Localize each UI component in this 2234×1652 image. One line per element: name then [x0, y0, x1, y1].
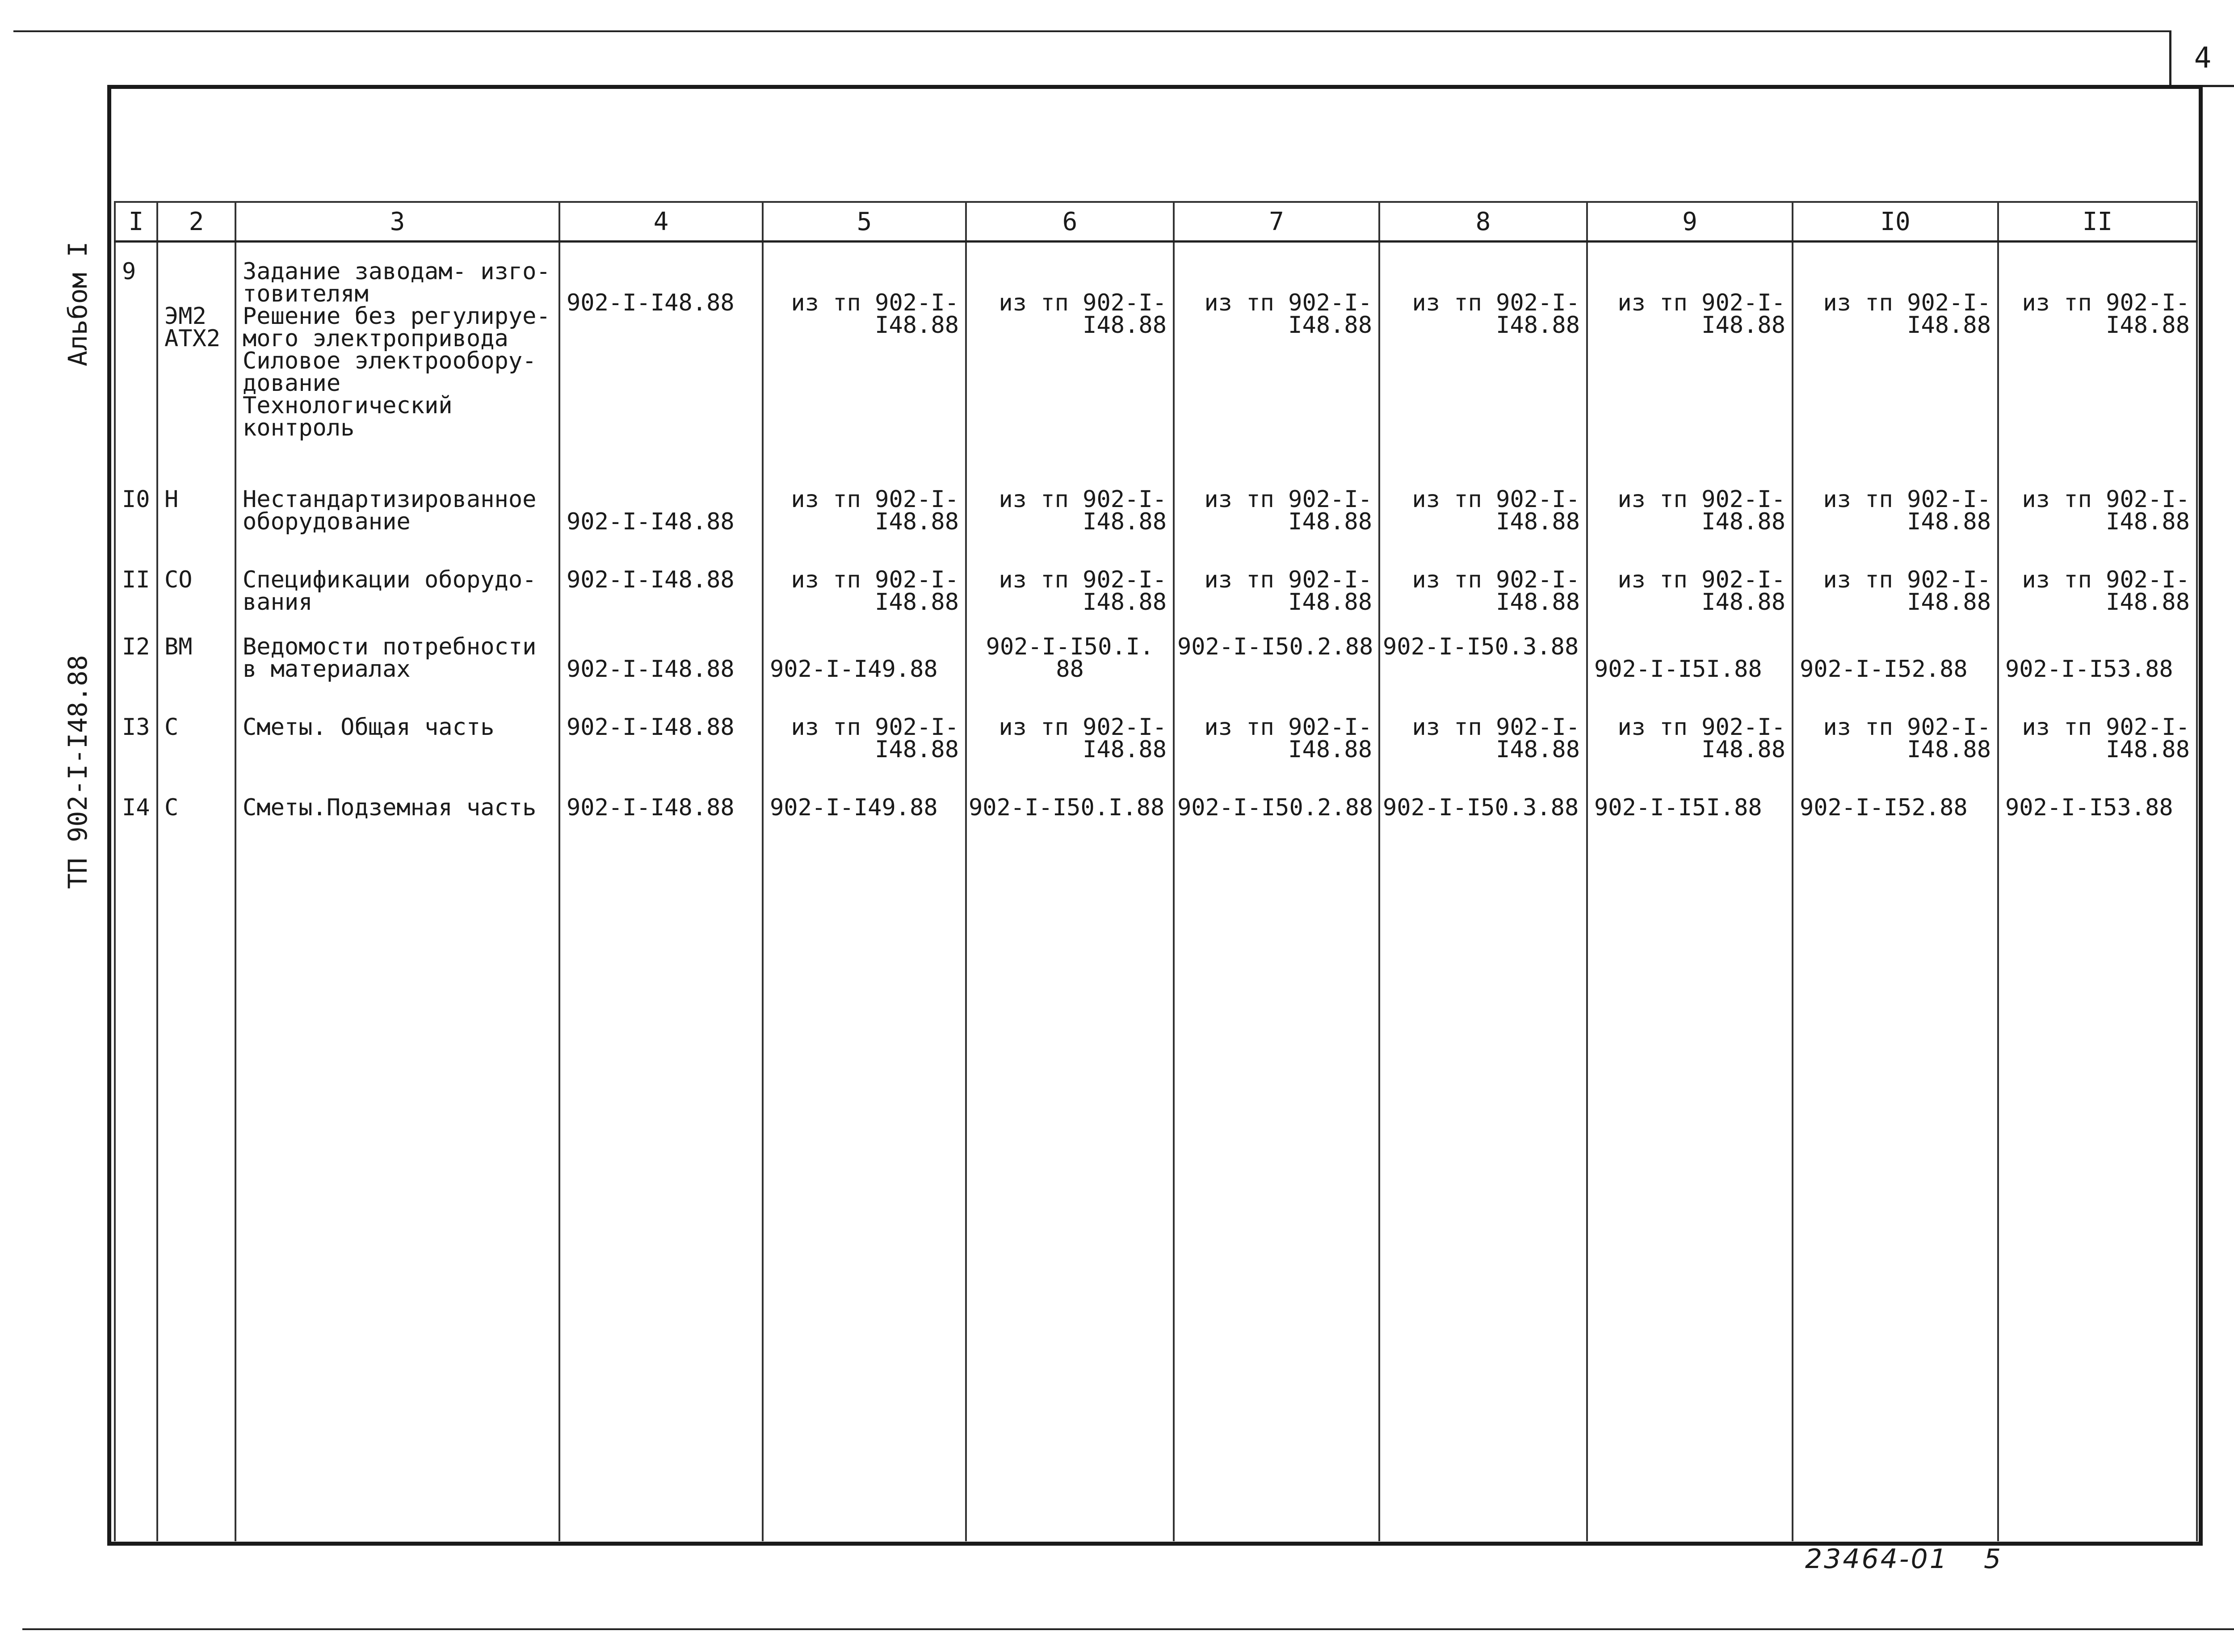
cell-col5: из тп 902-I- I48.88	[763, 242, 966, 489]
col-header-2: 2	[157, 202, 235, 242]
cell-col11: 902-I-I53.88	[1998, 636, 2197, 716]
col-header-9: 9	[1587, 202, 1793, 242]
cell-col10: из тп 902-I- I48.88	[1793, 242, 1998, 489]
cell-col11: из тп 902-I- I48.88	[1998, 242, 2197, 489]
cell-col7: из тп 902-I- I48.88	[1174, 569, 1379, 636]
empty-cell	[1587, 850, 1793, 1541]
cell-col11: из тп 902-I- I48.88	[1998, 569, 2197, 636]
cell-col4: 902-I-I48.88	[559, 569, 763, 636]
cell-col4: 902-I-I48.88	[559, 716, 763, 797]
cell-col8: из тп 902-I- I48.88	[1379, 488, 1587, 569]
cell-col9: из тп 902-I- I48.88	[1587, 242, 1793, 489]
row-number: I3	[115, 716, 157, 797]
header-row	[115, 202, 2197, 242]
page-number: 4	[2169, 31, 2234, 87]
table-row	[115, 569, 2197, 636]
empty-cell	[1998, 850, 2197, 1541]
cell-col8: из тп 902-I- I48.88	[1379, 242, 1587, 489]
row-code: ВМ	[157, 636, 235, 716]
row-title: Ведомости потребности в материалах	[235, 636, 559, 716]
cell-col7: из тп 902-I- I48.88	[1174, 716, 1379, 797]
cell-col8: из тп 902-I- I48.88	[1379, 716, 1587, 797]
col-header-11: II	[1998, 202, 2197, 242]
col-header-7: 7	[1174, 202, 1379, 242]
row-number: II	[115, 569, 157, 636]
row-title: Сметы. Общая часть	[235, 716, 559, 797]
cell-col7: из тп 902-I- I48.88	[1174, 488, 1379, 569]
cell-col10: 902-I-I52.88	[1793, 636, 1998, 716]
empty-cell	[115, 850, 157, 1541]
table-row-empty	[115, 850, 2197, 1541]
cell-col9: 902-I-I5I.88	[1587, 636, 1793, 716]
cell-col8: 902-I-I50.3.88	[1379, 636, 1587, 716]
cell-col9: из тп 902-I- I48.88	[1587, 569, 1793, 636]
cell-col5: из тп 902-I- I48.88	[763, 716, 966, 797]
inventory-number: 23464-01	[1805, 1543, 1948, 1575]
cell-col8: из тп 902-I- I48.88	[1379, 569, 1587, 636]
empty-cell	[235, 850, 559, 1541]
col-header-3: 3	[235, 202, 559, 242]
cell-col7: из тп 902-I- I48.88	[1174, 242, 1379, 489]
table-row	[115, 797, 2197, 850]
cell-col5: 902-I-I49.88	[763, 797, 966, 850]
cell-col8: 902-I-I50.3.88	[1379, 797, 1587, 850]
bottom-trim-line	[22, 1628, 2234, 1630]
cell-col7: 902-I-I50.2.88	[1174, 797, 1379, 850]
row-number: I0	[115, 488, 157, 569]
row-title: Задание заводам- изго- товителям Решение без регулируе- мого электропривода Силовое электрообору- дование Технологический контроль	[235, 242, 559, 489]
col-header-10: I0	[1793, 202, 1998, 242]
col-header-5: 5	[763, 202, 966, 242]
row-title: Нестандартизированное оборудование	[235, 488, 559, 569]
cell-col11: из тп 902-I- I48.88	[1998, 488, 2197, 569]
top-trim-line	[13, 30, 2171, 32]
empty-cell	[157, 850, 235, 1541]
row-number: I4	[115, 797, 157, 850]
cell-col5: из тп 902-I- I48.88	[763, 488, 966, 569]
cell-col5: из тп 902-I- I48.88	[763, 569, 966, 636]
row-code: С	[157, 797, 235, 850]
empty-cell	[559, 850, 763, 1541]
cell-col4: 902-I-I48.88	[559, 797, 763, 850]
cell-col11: 902-I-I53.88	[1998, 797, 2197, 850]
row-number: I2	[115, 636, 157, 716]
cell-col10: из тп 902-I- I48.88	[1793, 488, 1998, 569]
document-table	[114, 201, 2198, 1541]
table-row	[115, 716, 2197, 797]
table-row	[115, 488, 2197, 569]
cell-col10: из тп 902-I- I48.88	[1793, 569, 1998, 636]
empty-cell	[1379, 850, 1587, 1541]
cell-col6: из тп 902-I- I48.88	[966, 488, 1174, 569]
cell-col9: 902-I-I5I.88	[1587, 797, 1793, 850]
cell-col6: 902-I-I50.I.88	[966, 797, 1174, 850]
cell-col5: 902-I-I49.88	[763, 636, 966, 716]
row-title: Сметы.Подземная часть	[235, 797, 559, 850]
table-row	[115, 242, 2197, 489]
side-label-album: Альбом I	[63, 241, 93, 366]
table-row	[115, 636, 2197, 716]
cell-col4: 902-I-I48.88	[559, 242, 763, 489]
col-header-4: 4	[559, 202, 763, 242]
empty-cell	[1174, 850, 1379, 1541]
col-header-6: 6	[966, 202, 1174, 242]
cell-col6: из тп 902-I- I48.88	[966, 569, 1174, 636]
cell-col6: из тп 902-I- I48.88	[966, 716, 1174, 797]
cell-col6: 902-I-I50.I. 88	[966, 636, 1174, 716]
cell-col10: из тп 902-I- I48.88	[1793, 716, 1998, 797]
sheet-number: 5	[1984, 1543, 2001, 1575]
cell-col9: из тп 902-I- I48.88	[1587, 488, 1793, 569]
cell-col4: 902-I-I48.88	[559, 636, 763, 716]
col-header-1: I	[115, 202, 157, 242]
empty-cell	[1793, 850, 1998, 1541]
col-header-8: 8	[1379, 202, 1587, 242]
row-number: 9	[115, 242, 157, 489]
cell-col6: из тп 902-I- I48.88	[966, 242, 1174, 489]
cell-col4: 902-I-I48.88	[559, 488, 763, 569]
side-label-project: ТП 902-I-I48.88	[63, 655, 93, 889]
empty-cell	[966, 850, 1174, 1541]
cell-col7: 902-I-I50.2.88	[1174, 636, 1379, 716]
row-code: ЭМ2 АТХ2	[157, 242, 235, 489]
row-code: Н	[157, 488, 235, 569]
cell-col9: из тп 902-I- I48.88	[1587, 716, 1793, 797]
empty-cell	[763, 850, 966, 1541]
row-title: Спецификации оборудо- вания	[235, 569, 559, 636]
cell-col11: из тп 902-I- I48.88	[1998, 716, 2197, 797]
row-code: С	[157, 716, 235, 797]
cell-col10: 902-I-I52.88	[1793, 797, 1998, 850]
row-code: СО	[157, 569, 235, 636]
